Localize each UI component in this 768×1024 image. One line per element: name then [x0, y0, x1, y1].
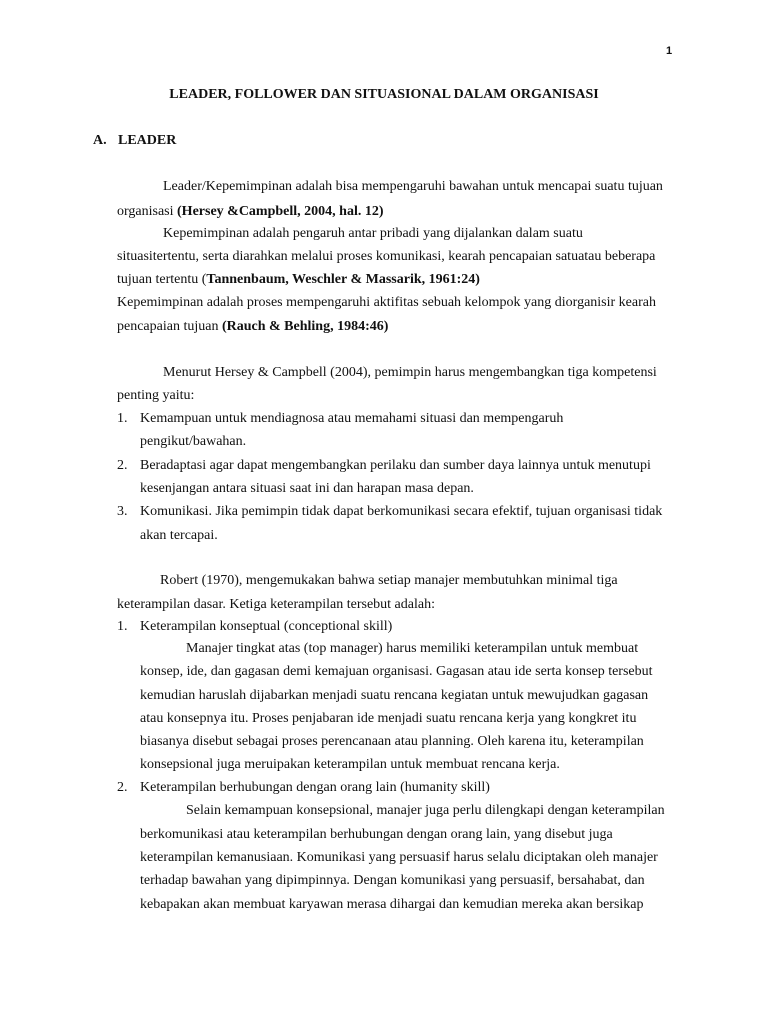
definition-1-citation: (Hersey &Campbell, 2004, hal. 12) — [177, 204, 384, 219]
definition-1-line-1: Leader/Kepemimpinan adalah bisa mempengaruhi bawahan untuk mencapai suatu tujuan — [163, 179, 663, 194]
competency-2-line-2: kesenjangan antara situasi saat ini dan harapan masa depan. — [140, 481, 474, 496]
skill-1-line-2: konsep, ide, dan gagasan demi kemajuan organisasi. Gagasan atau ide serta konsep tersebut — [140, 664, 653, 679]
competency-3-line-1: Komunikasi. Jika pemimpin tidak dapat berkomunikasi secara efektif, tujuan organisasi tidak — [140, 504, 663, 519]
section-heading-leader — [93, 133, 176, 149]
skill-2-line-5: kebapakan akan membuat karyawan merasa dihargai dan kemudian mereka akan bersikap — [140, 897, 644, 912]
definition-3-citation: (Rauch & Behling, 1984:46) — [221, 319, 389, 334]
competencies-intro-line-1: Menurut Hersey & Campbell (2004), pemimpin harus mengembangkan tiga kompetensi — [163, 365, 657, 380]
skill-2-heading: Keterampilan berhubungan dengan orang lain (humanity skill) — [140, 780, 490, 795]
skill-1-heading: Keterampilan konseptual (conceptional skill) — [140, 619, 393, 634]
list-number: 2. — [117, 780, 128, 795]
skills-intro-line-1: Robert (1970), mengemukakan bahwa setiap manajer membutuhkan minimal tiga — [160, 573, 618, 588]
competencies-intro-line-2: penting yaitu: — [117, 388, 195, 403]
definition-3-text: pencapaian tujuan — [117, 319, 222, 334]
skill-2-line-4: terhadap bawahan yang dipimpinnya. Dengan komunikasi yang persuasif, bersahabat, dan — [140, 873, 645, 888]
definition-2-line-3 — [117, 271, 480, 289]
competency-1-line-1: Kemampuan untuk mendiagnosa atau memahami situasi dan mempengaruh — [140, 411, 564, 426]
list-number: 3. — [117, 504, 128, 519]
definition-2-line-2: situasitertentu, serta diarahkan melalui proses komunikasi, kearah pencapaian satuatau beberapa — [117, 249, 656, 264]
skill-1-line-3: kemudian haruslah dijabarkan menjadi suatu rencana kegiatan untuk mewujudkan gagasan — [140, 688, 649, 703]
skill-1-line-4: atau konsepnya itu. Proses penjabaran ide menjadi suatu rencana kerja yang kongkret itu — [140, 711, 637, 726]
skill-2-line-2: berkomunikasi atau keterampilan berhubungan dengan orang lain, yang disebut juga — [140, 827, 613, 842]
definition-2-line-1: Kepemimpinan adalah pengaruh antar pribadi yang dijalankan dalam suatu — [163, 226, 583, 241]
section-letter: A. — [93, 133, 107, 148]
competency-2-line-1: Beradaptasi agar dapat mengembangkan perilaku dan sumber daya lainnya untuk menutupi — [140, 458, 651, 473]
definition-1-line-2 — [117, 203, 384, 221]
skills-intro-line-2: keterampilan dasar. Ketiga keterampilan tersebut adalah: — [117, 597, 435, 612]
definition-3-line-1: Kepemimpinan adalah proses mempengaruhi aktifitas sebuah kelompok yang diorganisir kearah — [117, 295, 656, 310]
list-number: 2. — [117, 458, 128, 473]
skill-1-line-1: Manajer tingkat atas (top manager) harus memiliki keterampilan untuk membuat — [186, 641, 639, 656]
definition-2-text: tujuan tertentu ( — [117, 272, 207, 287]
definition-3-line-2 — [117, 318, 388, 336]
definition-2-citation: Tannenbaum, Weschler & Massarik, 1961:24) — [206, 272, 480, 287]
skill-2-line-3: keterampilan kemanusiaan. Komunikasi yang persuasif harus selalu diciptakan oleh manajer — [140, 850, 658, 865]
definition-1-text: organisasi — [117, 204, 178, 219]
competency-3-line-2: akan tercapai. — [140, 528, 218, 543]
page-number: 1 — [666, 45, 673, 57]
skill-1-line-6: konsepsional juga meruipakan keterampilan untuk membuat rencana kerja. — [140, 757, 560, 772]
document-title: LEADER, FOLLOWER DAN SITUASIONAL DALAM ORGANISASI — [169, 87, 599, 102]
list-number: 1. — [117, 619, 128, 634]
skill-2-line-1: Selain kemampuan konsepsional, manajer juga perlu dilengkapi dengan keterampilan — [186, 803, 665, 818]
section-title: LEADER — [118, 133, 177, 148]
skill-1-line-5: biasanya disebut sebagai proses perencanaan atau planning. Oleh karena itu, keterampilan — [140, 734, 644, 749]
competency-1-line-2: pengikut/bawahan. — [140, 434, 247, 449]
list-number: 1. — [117, 411, 128, 426]
